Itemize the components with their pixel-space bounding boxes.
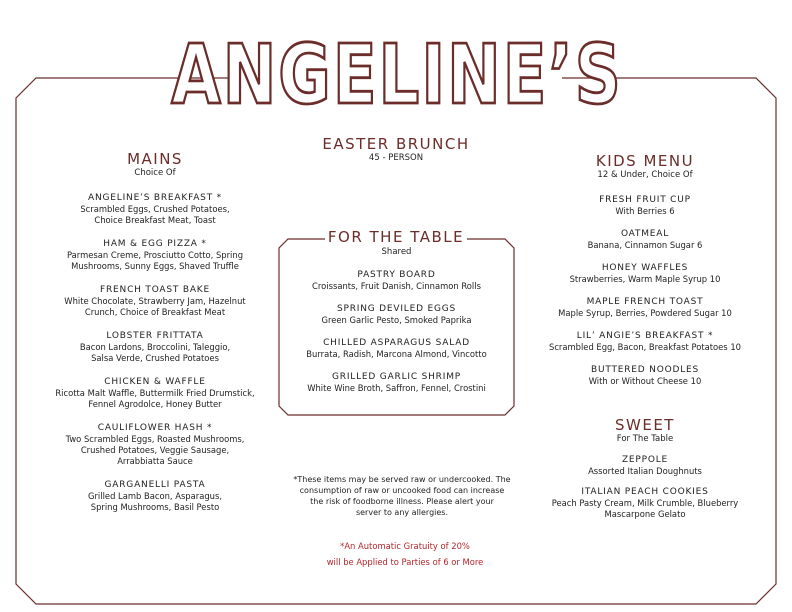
gratuity-line: *An Automatic Gratuity of 20%: [340, 541, 470, 551]
menu-item-description: [40, 491, 270, 513]
menu-item-description: [520, 376, 770, 387]
menu-item-description-line: Scrambled Eggs, Crushed Potatoes,: [80, 204, 230, 214]
menu-item-name: BUTTERED NOODLES: [590, 365, 700, 375]
menu-item-name: FRESH FRUIT CUP: [599, 195, 691, 205]
menu-item-name: GARGANELLI PASTA: [104, 480, 206, 490]
menu-item-name: ANGELINE’S BREAKFAST *: [88, 193, 222, 203]
menu-item-name: ZEPPOLE: [621, 455, 669, 465]
menu-item-description-line: Crunch, Choice of Breakfast Meat: [84, 307, 226, 317]
menu-item-name: HONEY WAFFLES: [601, 263, 689, 273]
menu-item-description: [40, 342, 270, 364]
menu-item-name: GRILLED GARLIC SHRIMP: [332, 372, 461, 382]
menu-item-description-line: Mascarpone Gelato: [604, 509, 686, 519]
gratuity-note: [300, 538, 510, 570]
menu-item-description: [282, 349, 511, 360]
logo-text: ANGELINE’S: [171, 28, 623, 124]
menu-item-description: [520, 498, 770, 520]
menu-item-description-line: Banana, Cinnamon Sugar 6: [587, 240, 703, 250]
menu-header: [296, 136, 496, 164]
menu-item-name: CHILLED ASPARAGUS SALAD: [323, 338, 470, 348]
menu-item-description-line: Bacon Lardons, Broccolini, Taleggio,: [79, 342, 231, 352]
menu-item-name: SPRING DEVILED EGGS: [336, 304, 457, 314]
menu-item-name: CAULIFLOWER HASH *: [97, 423, 213, 433]
menu-item-description-line: Croissants, Fruit Danish, Cinnamon Rolls: [312, 281, 481, 291]
menu-price: 45 - PERSON: [368, 153, 424, 163]
kids-menu-heading: KIDS MENU: [595, 152, 695, 170]
gratuity-line: will be Applied to Parties of 6 or More: [326, 557, 484, 567]
menu-item-description-line: Two Scrambled Eggs, Roasted Mushrooms,: [65, 434, 245, 444]
disclaimer-line: the risk of foodborne illness. Please alert your: [310, 497, 494, 506]
menu-item-description-line: Assorted Italian Doughnuts: [588, 466, 702, 476]
menu-item-description: [40, 296, 270, 318]
menu-item-name: LOBSTER FRITTATA: [106, 331, 204, 341]
sweet-heading: SWEET: [615, 416, 675, 434]
menu-item-name: ITALIAN PEACH COOKIES: [581, 487, 709, 497]
menu-item-description-line: Spring Mushrooms, Basil Pesto: [90, 502, 220, 512]
menu-item-description-line: Fennel Agrodolce, Honey Butter: [88, 399, 222, 409]
menu-item-description-line: Choice Breakfast Meat, Toast: [94, 215, 216, 225]
menu-item-description-line: White Wine Broth, Saffron, Fennel, Crostini: [307, 383, 486, 393]
menu-item-description-line: Scrambled Egg, Bacon, Breakfast Potatoes 10: [549, 342, 741, 352]
menu-item-description: [520, 342, 770, 353]
mains-heading: MAINS: [127, 150, 183, 168]
menu-item-description-line: Maple Syrup, Berries, Powdered Sugar 10: [558, 308, 732, 318]
menu-item-description: [40, 388, 270, 410]
menu-item-description: [282, 281, 511, 292]
menu-item-description: [520, 240, 770, 251]
disclaimer-line: consumption of raw or uncooked food can increase: [299, 486, 505, 495]
menu-item-description-line: Crushed Potatoes, Veggie Sausage,: [80, 445, 230, 455]
menu-item-description: [40, 250, 270, 272]
menu-item-description-line: Green Garlic Pesto, Smoked Paprika: [321, 315, 472, 325]
raw-food-disclaimer: [292, 474, 512, 518]
menu-item-description: [520, 308, 770, 319]
menu-item-name: LIL’ ANGIE’S BREAKFAST *: [576, 331, 714, 341]
for-the-table-title: [325, 229, 467, 246]
menu-item-description: [282, 383, 511, 394]
menu-item-description-line: With Berries 6: [615, 206, 675, 216]
menu-item-name: PASTRY BOARD: [357, 270, 436, 280]
menu-item-description-line: Arrabbiatta Sauce: [117, 456, 193, 466]
menu-item-name: MAPLE FRENCH TOAST: [586, 297, 704, 307]
disclaimer-line: server to any allergies.: [355, 508, 449, 517]
disclaimer-line: *These items may be served raw or undercooked. The: [293, 475, 511, 484]
menu-item-name: CHICKEN & WAFFLE: [104, 377, 206, 387]
menu-item-description-line: Mushrooms, Sunny Eggs, Shaved Truffle: [71, 261, 239, 271]
for-the-table-subheading: Shared: [381, 247, 412, 257]
kids-menu-subheading: 12 & Under, Choice Of: [597, 170, 693, 180]
menu-item-description: [520, 466, 770, 477]
menu-item-description-line: Strawberries, Warm Maple Syrup 10: [569, 274, 721, 284]
menu-item-description-line: White Chocolate, Strawberry Jam, Hazelnut: [64, 296, 246, 306]
menu-item-description-line: Grilled Lamb Bacon, Asparagus,: [88, 491, 222, 501]
sweet-subheading: For The Table: [616, 434, 674, 444]
menu-title: EASTER BRUNCH: [322, 135, 470, 153]
restaurant-logo: [171, 28, 623, 124]
for-the-table-heading: FOR THE TABLE: [327, 228, 465, 246]
mains-section: [40, 151, 270, 513]
kids-menu-section: [520, 153, 770, 387]
for-the-table-section: [282, 247, 511, 394]
menu-item-description: [40, 434, 270, 467]
menu-item-description-line: Ricotta Malt Waffle, Buttermilk Fried Drumstick,: [55, 388, 255, 398]
mains-subheading: Choice Of: [134, 168, 176, 178]
menu-item-description: [520, 274, 770, 285]
menu-item-description: [520, 206, 770, 217]
menu-item-description-line: Peach Pasty Cream, Milk Crumble, Blueberry: [551, 498, 739, 508]
menu-item-description-line: With or Without Cheese 10: [588, 376, 702, 386]
menu-item-description-line: Burrata, Radish, Marcona Almond, Vincotto: [306, 349, 487, 359]
menu-item-description-line: Salsa Verde, Crushed Potatoes: [91, 353, 219, 363]
menu-item-description: [282, 315, 511, 326]
menu-item-description: [40, 204, 270, 226]
menu-item-description-line: Parmesan Creme, Prosciutto Cotto, Spring: [66, 250, 244, 260]
sweet-section: [520, 417, 770, 520]
menu-item-name: HAM & EGG PIZZA *: [103, 239, 207, 249]
menu-item-name: OATMEAL: [620, 229, 670, 239]
menu-item-name: FRENCH TOAST BAKE: [100, 285, 210, 295]
